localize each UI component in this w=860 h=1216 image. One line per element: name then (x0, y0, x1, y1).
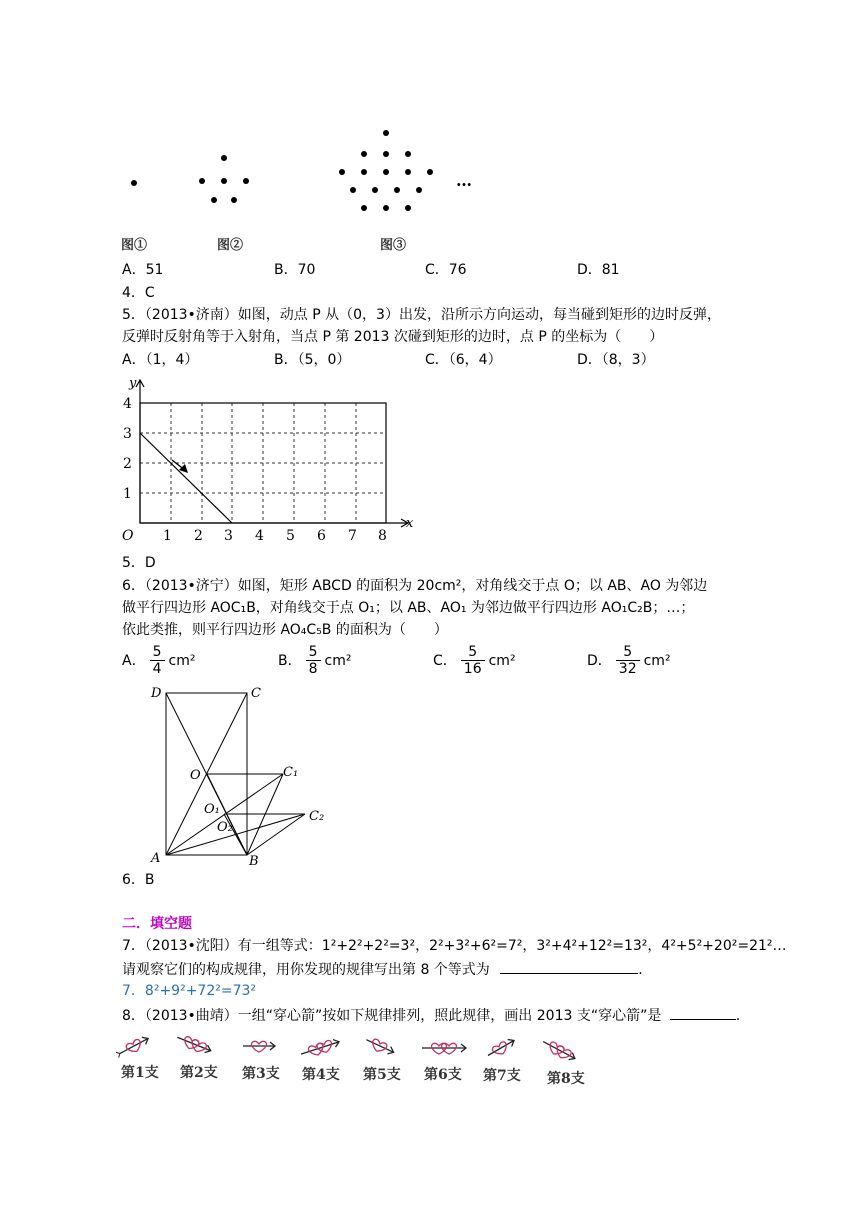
dot (243, 178, 249, 184)
q8-arrows-figure (116, 1030, 596, 1090)
q4-option-d: D．81 (577, 262, 620, 278)
option-letter: D． (587, 652, 612, 669)
x-tick-4: 4 (255, 528, 264, 544)
arrow-label-7: 第7支 (483, 1068, 521, 1084)
q5-answer: 5．D (122, 555, 156, 571)
y-axis-label: y (129, 376, 137, 391)
dot (231, 197, 237, 203)
dot (405, 151, 411, 157)
denominator: 32 (616, 660, 640, 677)
unit: cm² (168, 652, 196, 669)
arrow-label-4: 第4支 (302, 1067, 340, 1083)
dot (405, 169, 411, 175)
answer-prefix: 7． (122, 983, 145, 999)
q6-parallelogram-figure (145, 682, 345, 872)
q8-question-line1 (122, 1005, 740, 1025)
dot (221, 155, 227, 161)
q7-question-line2 (122, 959, 643, 979)
arrow-1 (116, 1034, 151, 1060)
label-O: O (190, 768, 201, 783)
answer-blank (670, 1005, 736, 1020)
figure-label-3: 图③ (380, 237, 407, 252)
q7-question-text: 请观察它们的构成规律，用你发现的规律写出第 8 个等式为 (122, 962, 490, 978)
dot (361, 205, 367, 211)
q5-option-a: A．（1，4） (122, 352, 199, 368)
fraction (150, 644, 165, 677)
q5-option-d: D．（8，3） (577, 352, 655, 368)
arrow-4 (300, 1037, 341, 1059)
section-title: 二．填空题 (122, 916, 192, 932)
dot (383, 151, 389, 157)
q4-option-a: A．51 (122, 262, 164, 278)
x-axis-label: x (406, 516, 414, 531)
x-tick-7: 7 (348, 528, 357, 544)
x-tick-2: 2 (194, 528, 203, 544)
figure-label-1: 图① (121, 237, 148, 252)
y-tick-3: 3 (123, 426, 132, 442)
q6-option-a (122, 644, 195, 677)
dot (383, 169, 389, 175)
unit: cm² (324, 652, 352, 669)
denominator: 8 (306, 660, 321, 677)
option-letter: A． (122, 652, 146, 669)
q5-question-line2: 反弹时反射角等于入射角，当点 P 第 2013 次碰到矩形的边时，点 P 的坐标为（ ） (122, 329, 664, 345)
y-tick-1: 1 (123, 486, 132, 502)
q6-option-c (433, 644, 516, 677)
arrow-5 (364, 1035, 396, 1057)
ellipsis: … (456, 171, 472, 190)
arrow-label-6: 第6支 (424, 1067, 462, 1083)
denominator: 16 (461, 660, 485, 677)
dot (211, 197, 217, 203)
denominator: 4 (150, 660, 165, 677)
x-tick-6: 6 (317, 528, 326, 544)
dot (383, 205, 389, 211)
period: . (638, 962, 643, 978)
dot (339, 169, 345, 175)
dot (427, 169, 433, 175)
unit: cm² (643, 652, 671, 669)
label-A: A (151, 851, 161, 866)
q4-dot-figures (110, 120, 490, 220)
figure-label-2: 图② (217, 237, 244, 252)
q6-question-line3: 依此类推，则平行四边形 AO₄C₅B 的面积为（ ） (122, 622, 448, 638)
arrow-7 (486, 1036, 517, 1060)
dot (361, 169, 367, 175)
label-C: C (251, 686, 261, 701)
dot (372, 187, 378, 193)
arrow-label-1: 第1支 (121, 1065, 159, 1081)
q4-answer: 4．C (122, 285, 155, 301)
arrow-2 (175, 1033, 212, 1056)
label-O1: O₁ (204, 802, 220, 817)
numerator: 5 (152, 644, 162, 660)
q6-question-line2: 做平行四边形 AOC₁B，对角线交于点 O₁；以 AB、AO₁ 为邻边做平行四边形 AO₁C₂B；…； (122, 600, 695, 616)
option-letter: C． (433, 652, 457, 669)
q8-question-text: 8．（2013•曲靖）一组“穿心箭”按如下规律排列，照此规律，画出 2013 支“穿心箭”是 (122, 1008, 662, 1024)
unit: cm² (488, 652, 516, 669)
dot (350, 187, 356, 193)
q6-answer: 6．B (122, 872, 155, 888)
dot (405, 205, 411, 211)
answer-text: 8²+9²+72²=73² (144, 983, 257, 999)
y-tick-2: 2 (123, 456, 132, 472)
dot (394, 187, 400, 193)
fraction (306, 644, 321, 677)
dot (361, 151, 367, 157)
q5-question-line1: 5．（2013•济南）如图，动点 P 从（0，3）出发，沿所示方向运动，每当碰到矩形的边时反弹， (122, 307, 721, 323)
q7-answer (122, 982, 256, 1000)
x-tick-8: 8 (378, 528, 387, 544)
x-tick-5: 5 (286, 528, 295, 544)
x-tick-3: 3 (224, 528, 233, 544)
arrow-6 (422, 1043, 466, 1054)
q6-option-d (587, 644, 671, 677)
x-tick-1: 1 (163, 528, 172, 544)
q5-graph (116, 372, 422, 548)
label-O2: O₂ (217, 820, 233, 835)
label-C2: C₂ (309, 809, 325, 824)
arrow-label-8: 第8支 (547, 1071, 585, 1087)
dot (131, 180, 137, 186)
q7-question-line1: 7．（2013•沈阳）有一组等式：1²+2²+2²=3²，2²+3²+6²=7²，3²+4²+12²=13²，4²+5²+20²=21²… (122, 938, 787, 954)
arrow-label-3: 第3支 (242, 1066, 280, 1082)
origin-label: O (122, 528, 134, 544)
option-letter: B． (278, 652, 302, 669)
numerator: 5 (468, 644, 478, 660)
q5-option-b: B．（5，0） (274, 352, 351, 368)
q6-option-b (278, 644, 351, 677)
dot (416, 187, 422, 193)
q6-question-line1: 6．（2013•济宁）如图，矩形 ABCD 的面积为 20cm²，对角线交于点 O；以 AB、AO 为邻边 (122, 578, 708, 594)
fraction (616, 644, 640, 677)
dot (383, 130, 389, 136)
answer-blank (500, 959, 638, 974)
fraction (461, 644, 485, 677)
numerator: 5 (308, 644, 318, 660)
period: . (735, 1008, 741, 1024)
q4-option-c: C．76 (425, 262, 467, 278)
arrow-8 (540, 1037, 577, 1063)
arrow-3 (243, 1041, 275, 1052)
arrow-label-5: 第5支 (363, 1067, 401, 1083)
q5-option-c: C．（6，4） (425, 352, 502, 368)
path-line (140, 433, 232, 523)
arrow-label-2: 第2支 (180, 1065, 218, 1081)
y-tick-4: 4 (123, 396, 132, 412)
dot (221, 178, 227, 184)
label-C1: C₁ (283, 765, 299, 780)
q4-option-b: B．70 (274, 262, 316, 278)
numerator: 5 (623, 644, 633, 660)
label-D: D (151, 686, 162, 701)
label-B: B (249, 854, 259, 869)
dot (199, 178, 205, 184)
